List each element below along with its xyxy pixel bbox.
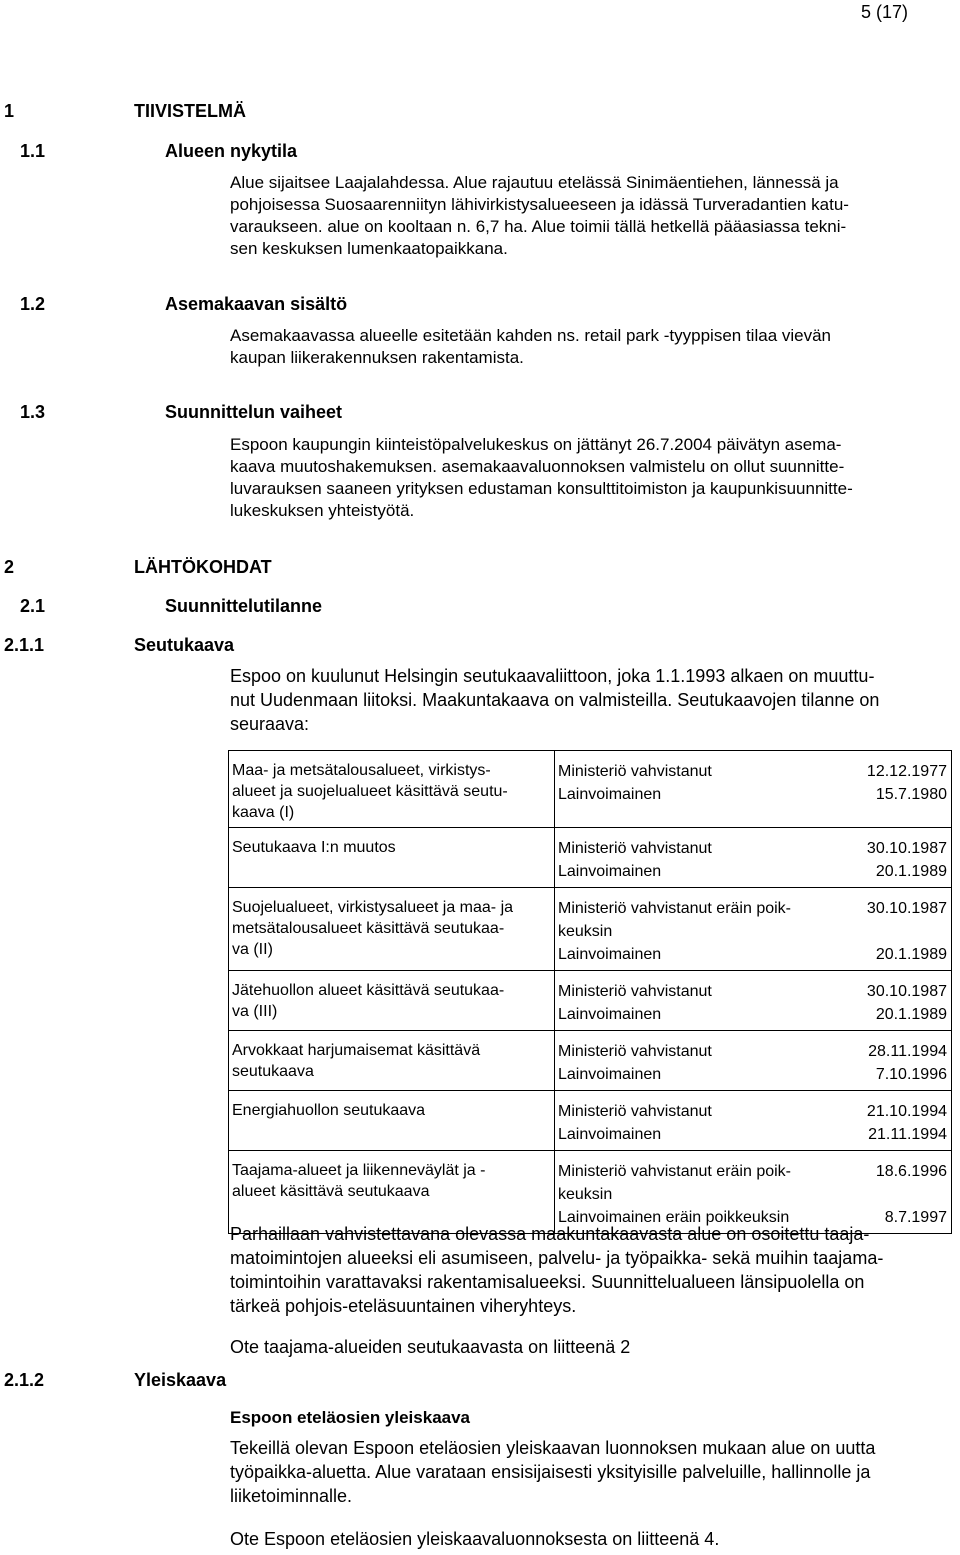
- date-cell: [837, 751, 952, 828]
- text-line: Asemakaavassa alueelle esitetään kahden ns. retail park -tyyppisen tilaa vievän: [230, 326, 832, 345]
- plan-name-cell: [229, 1091, 555, 1151]
- heading-2-1-2: [4, 1370, 404, 1394]
- cell-line: keuksin: [558, 923, 613, 940]
- subheading-eteläosien-yleiskaava: Espoon eteläosien yleiskaava: [230, 1408, 471, 1427]
- cell-line: 30.10.1987: [866, 900, 947, 917]
- text-line: nut Uudenmaan liitoksi. Maakuntakaava on valmisteilla. Seutukaavojen tilanne on: [230, 690, 880, 710]
- text-line: kaava muutoshakemuksen. asemakaavaluonnoksen valmistelu on ollut suunnitte-: [230, 457, 845, 476]
- cell-line: Maa- ja metsätalousalueet, virkistys-: [232, 762, 491, 779]
- table-row: [229, 888, 952, 971]
- table-row: [229, 1091, 952, 1151]
- status-cell: [555, 888, 838, 971]
- heading-title: Seutukaava: [134, 635, 235, 655]
- heading-2-1-1: [4, 635, 404, 659]
- date-cell: [837, 1091, 952, 1151]
- heading-number: 2: [4, 557, 15, 577]
- text-line: Ote taajama-alueiden seutukaavasta on liitteenä 2: [230, 1337, 631, 1357]
- text-line: Alue sijaitsee Laajalahdessa. Alue rajautuu etelässä Sinimäentiehen, lännessä ja: [230, 173, 839, 192]
- note-liite-4: [230, 1527, 955, 1551]
- heading-1: [4, 101, 404, 125]
- date-cell: [837, 1031, 952, 1091]
- table-row: [229, 971, 952, 1031]
- heading-number: 2.1.2: [4, 1370, 45, 1390]
- cell-line: 12.12.1977: [866, 763, 947, 780]
- paragraph-yleiskaava: [230, 1436, 955, 1508]
- heading-1-1: [20, 141, 420, 165]
- cell-line: Lainvoimainen eräin poikkeuksin: [558, 1209, 790, 1226]
- text-line: lukeskuksen yhteistyötä.: [230, 501, 415, 520]
- heading-title: Asemakaavan sisältö: [165, 294, 348, 314]
- text-line: pohjoisessa Suosaarenniityn lähivirkistysalueeseen ja idässä Turveradantien katu-: [230, 195, 849, 214]
- cell-line: metsätalousalueet käsittävä seutukaa-: [232, 920, 505, 937]
- cell-line: va (II): [232, 941, 273, 958]
- cell-line: Lainvoimainen: [558, 1066, 662, 1083]
- cell-line: 15.7.1980: [875, 786, 947, 803]
- cell-line: Suojelualueet, virkistysalueet ja maa- ja: [232, 899, 514, 916]
- date-cell: [837, 828, 952, 888]
- plan-name-cell: [229, 888, 555, 971]
- cell-line: 30.10.1987: [866, 840, 947, 857]
- cell-line: 7.10.1996: [875, 1066, 947, 1083]
- plan-name-cell: [229, 751, 555, 828]
- paragraph-maakuntakaava: [230, 1222, 955, 1318]
- cell-line: Taajama-alueet ja liikenneväylät ja -: [232, 1162, 486, 1179]
- cell-line: 20.1.1989: [875, 946, 947, 963]
- paragraph-seutukaava: [230, 664, 955, 736]
- cell-line: Energiahuollon seutukaava: [232, 1102, 426, 1119]
- paragraph-suunnittelun-vaiheet: [230, 434, 955, 522]
- cell-line: Ministeriö vahvistanut: [558, 840, 712, 857]
- cell-line: Seutukaava I:n muutos: [232, 839, 396, 856]
- heading-number: 1.3: [20, 402, 46, 422]
- cell-line: 8.7.1997: [884, 1209, 947, 1226]
- cell-line: 30.10.1987: [866, 983, 947, 1000]
- note-liite-2: [230, 1335, 955, 1359]
- cell-line: Arvokkaat harjumaisemat käsittävä: [232, 1042, 481, 1059]
- cell-line: 21.11.1994: [868, 1126, 947, 1143]
- heading-title: TIIVISTELMÄ: [134, 101, 246, 121]
- cell-line: Lainvoimainen: [558, 1126, 662, 1143]
- cell-line: [837, 920, 947, 943]
- text-line: toimintoihin varattavaksi rakentamisalueeksi. Suunnittelualueen länsipuolella on: [230, 1272, 865, 1292]
- cell-line: Ministeriö vahvistanut eräin poik-: [558, 1163, 791, 1180]
- cell-line: kaava (I): [232, 804, 295, 821]
- heading-number: 2.1: [20, 596, 46, 616]
- heading-1-3: [20, 402, 420, 426]
- heading-number: 1.1: [20, 141, 46, 161]
- date-cell: [837, 888, 952, 971]
- table-row: [229, 1031, 952, 1091]
- cell-line: 20.1.1989: [875, 863, 947, 880]
- cell-line: [837, 1183, 947, 1206]
- heading-title: Yleiskaava: [134, 1370, 227, 1390]
- cell-line: keuksin: [558, 1186, 613, 1203]
- text-line: liiketoiminnalle.: [230, 1486, 353, 1506]
- cell-line: Ministeriö vahvistanut: [558, 1103, 712, 1120]
- text-line: Espoo on kuulunut Helsingin seutukaavaliittoon, joka 1.1.1993 alkaen on muuttu-: [230, 666, 875, 686]
- paragraph-alueen-nykytila: [230, 172, 955, 260]
- cell-line: Ministeriö vahvistanut eräin poik-: [558, 900, 791, 917]
- heading-title: LÄHTÖKOHDAT: [134, 557, 272, 577]
- cell-line: Lainvoimainen: [558, 946, 662, 963]
- text-line: Tekeillä olevan Espoon eteläosien yleiskaavan luonnoksen mukaan alue on uutta: [230, 1438, 876, 1458]
- table-row: [229, 751, 952, 828]
- status-cell: [555, 971, 838, 1031]
- table-row: [229, 828, 952, 888]
- plan-name-cell: [229, 1031, 555, 1091]
- text-line: kaupan liikerakennuksen rakentamista.: [230, 348, 524, 367]
- date-cell: [837, 971, 952, 1031]
- cell-line: Lainvoimainen: [558, 786, 662, 803]
- cell-line: alueet ja suojelualueet käsittävä seutu-: [232, 783, 508, 800]
- text-line: sen keskuksen lumenkaatopaikkana.: [230, 239, 508, 258]
- text-line: seuraava:: [230, 714, 310, 734]
- heading-1-2: [20, 294, 420, 318]
- status-cell: [555, 1091, 838, 1151]
- heading-number: 1: [4, 101, 15, 121]
- heading-2-1: [20, 596, 420, 620]
- heading-title: Suunnittelun vaiheet: [165, 402, 343, 422]
- cell-line: 18.6.1996: [875, 1163, 947, 1180]
- cell-line: Lainvoimainen: [558, 863, 662, 880]
- heading-number: 1.2: [20, 294, 46, 314]
- cell-line: va (III): [232, 1003, 278, 1020]
- plan-name-cell: [229, 971, 555, 1031]
- text-line: tärkeä pohjois-eteläsuuntainen viheryhteys.: [230, 1296, 577, 1316]
- text-line: Parhaillaan vahvistettavana olevassa maakuntakaavasta alue on osoitettu taaja-: [230, 1224, 870, 1244]
- cell-line: alueet käsittävä seutukaava: [232, 1183, 430, 1200]
- status-cell: [555, 1031, 838, 1091]
- text-line: varaukseen. alue on kooltaan n. 6,7 ha. Alue toimii tällä hetkellä pääasiassa tekni-: [230, 217, 847, 236]
- cell-line: Jätehuollon alueet käsittävä seutukaa-: [232, 982, 505, 999]
- heading-2: [4, 557, 404, 581]
- heading-title: Alueen nykytila: [165, 141, 298, 161]
- heading-number: 2.1.1: [4, 635, 45, 655]
- cell-line: Ministeriö vahvistanut: [558, 983, 712, 1000]
- paragraph-asemakaavan-sisalto: [230, 325, 955, 369]
- heading-title: Suunnittelutilanne: [165, 596, 322, 616]
- seutukaava-table: [228, 750, 952, 1234]
- text-line: työpaikka-aluetta. Alue varataan ensisijaisesti yksityisille palveluille, hallinnolle ja: [230, 1462, 871, 1482]
- status-cell: [555, 751, 838, 828]
- cell-line: Lainvoimainen: [558, 1006, 662, 1023]
- plan-name-cell: [229, 828, 555, 888]
- status-cell: [555, 828, 838, 888]
- text-line: Espoon kaupungin kiinteistöpalvelukeskus on jättänyt 26.7.2004 päivätyn asema-: [230, 435, 842, 454]
- cell-line: 28.11.1994: [868, 1043, 947, 1060]
- page-number: 5 (17): [860, 2, 908, 22]
- text-line: Ote Espoon eteläosien yleiskaavaluonnoksesta on liitteenä 4.: [230, 1529, 720, 1549]
- text-line: luvarauksen saaneen yrityksen edustaman konsulttitoimiston ja kaupunkisuunnitte-: [230, 479, 853, 498]
- cell-line: 20.1.1989: [875, 1006, 947, 1023]
- text-line: matoimintojen alueeksi eli asumiseen, palvelu- ja työpaikka- sekä muihin taajama-: [230, 1248, 884, 1268]
- cell-line: seutukaava: [232, 1063, 314, 1080]
- cell-line: 21.10.1994: [866, 1103, 947, 1120]
- cell-line: Ministeriö vahvistanut: [558, 763, 712, 780]
- cell-line: Ministeriö vahvistanut: [558, 1043, 712, 1060]
